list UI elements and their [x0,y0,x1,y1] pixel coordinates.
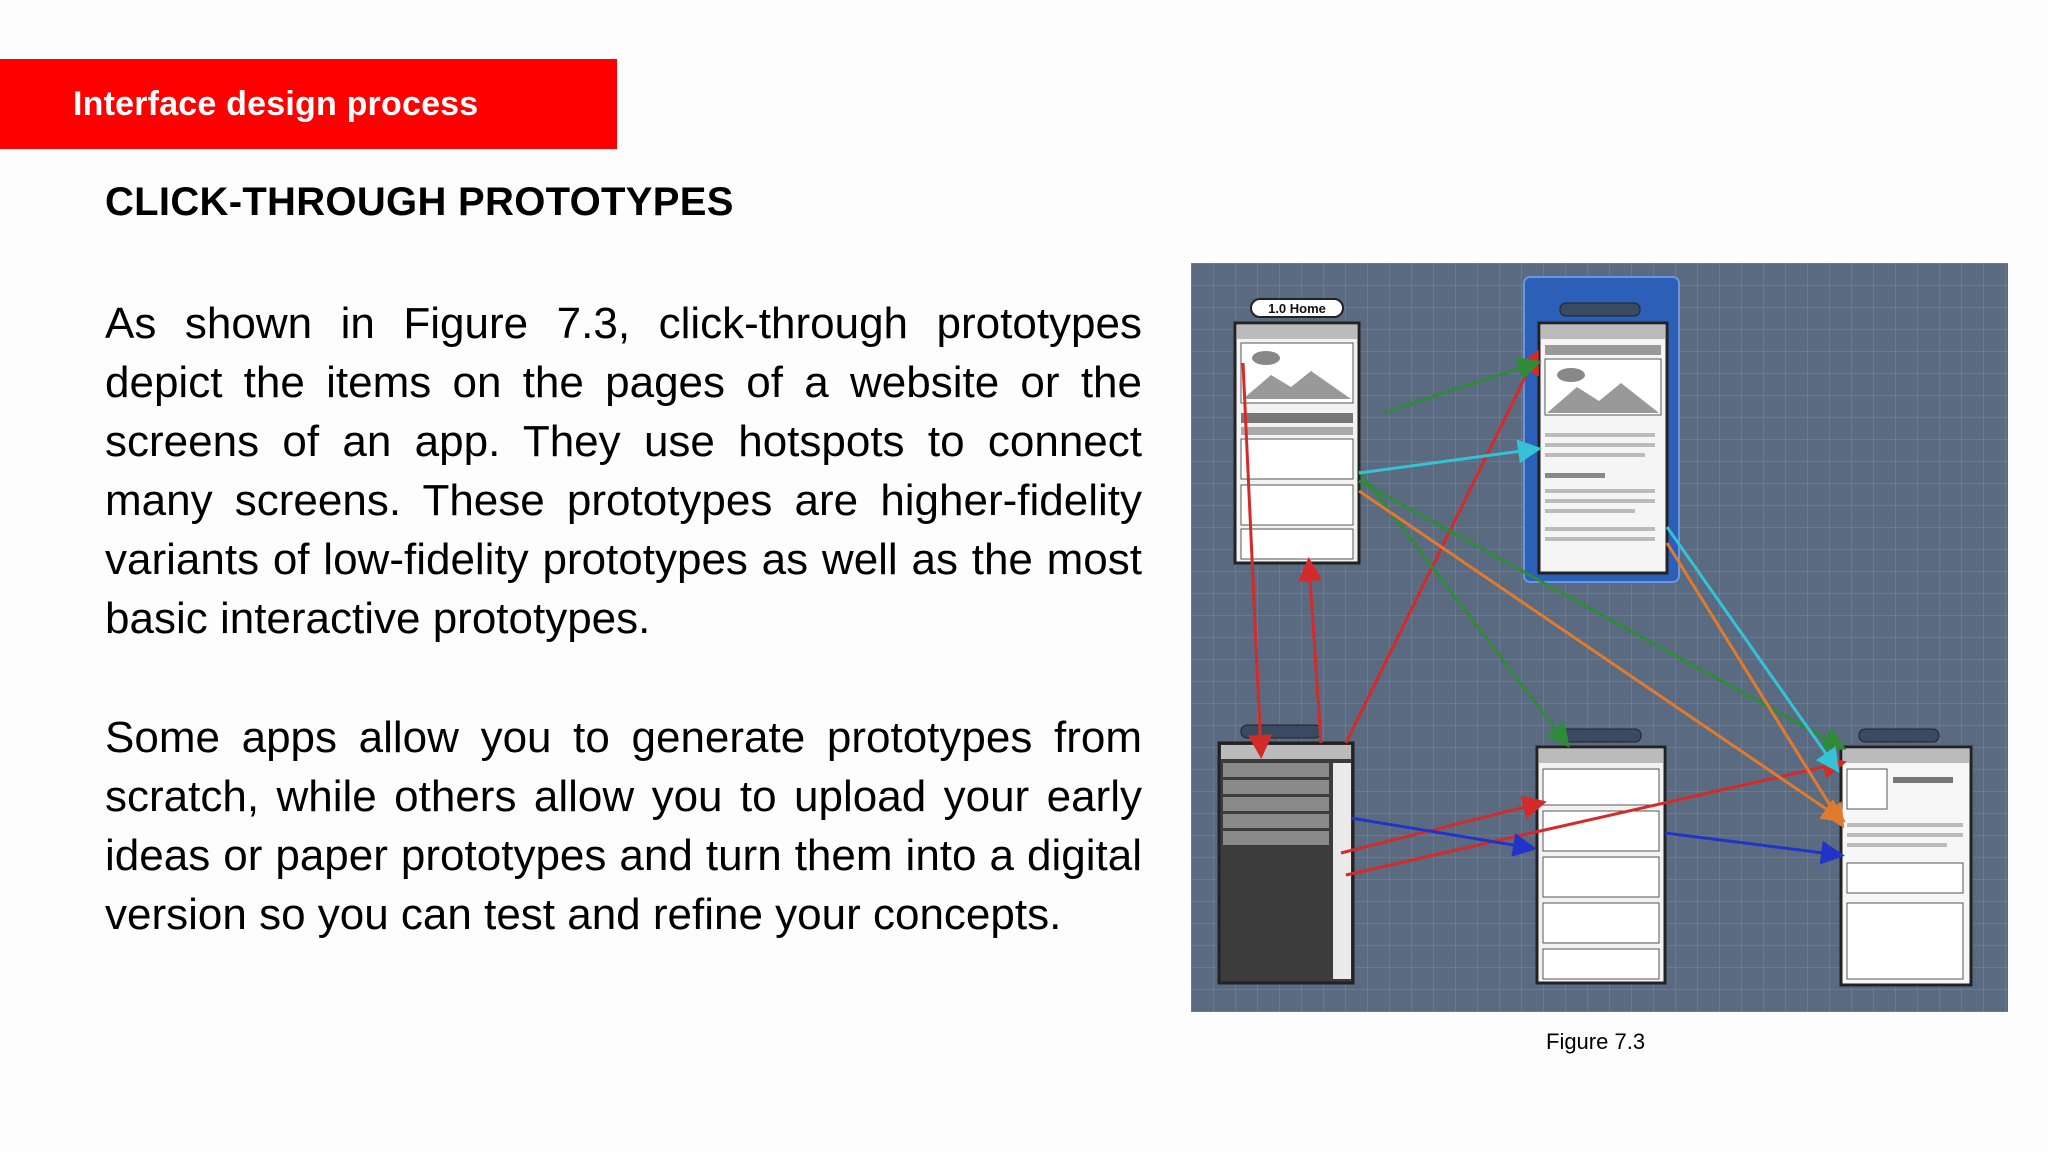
slide-heading: CLICK-THROUGH PROTOTYPES [105,180,734,224]
screen-label-author [1859,729,1939,742]
body-paragraph-1: As shown in Figure 7.3, click-through prototypes depict the items on the pages of a website or the screens of an app. They use hotspots to connect many screens. These prototypes are higher-fidelity variants of low-fidelity prototypes as well as the most basic interactive prototypes. [105,299,1142,643]
wireframe-menu [1219,743,1353,983]
prototype-figure [1191,263,2008,1012]
screen-label-home-text: 1.0 Home [1268,301,1326,316]
section-banner [0,59,617,149]
wireframe-home [1235,323,1359,563]
body-paragraph-2: Some apps allow you to generate prototypes from scratch, while others allow you to upload your early ideas or paper prototypes and turn them into a digital version so you can test and refine your concepts. [105,713,1142,939]
screen-label-home [1251,299,1343,317]
screen-label-authors [1561,729,1641,742]
screen-label-menu [1241,725,1321,738]
banner-title: Interface design process [73,84,479,123]
screen-label-article [1560,303,1640,316]
prototype-flow-diagram [1191,263,2008,1012]
figure-caption: Figure 7.3 [1546,1029,1646,1054]
wireframe-authors [1537,747,1665,983]
wireframe-article [1539,323,1667,573]
wireframe-author-detail [1841,747,1971,985]
